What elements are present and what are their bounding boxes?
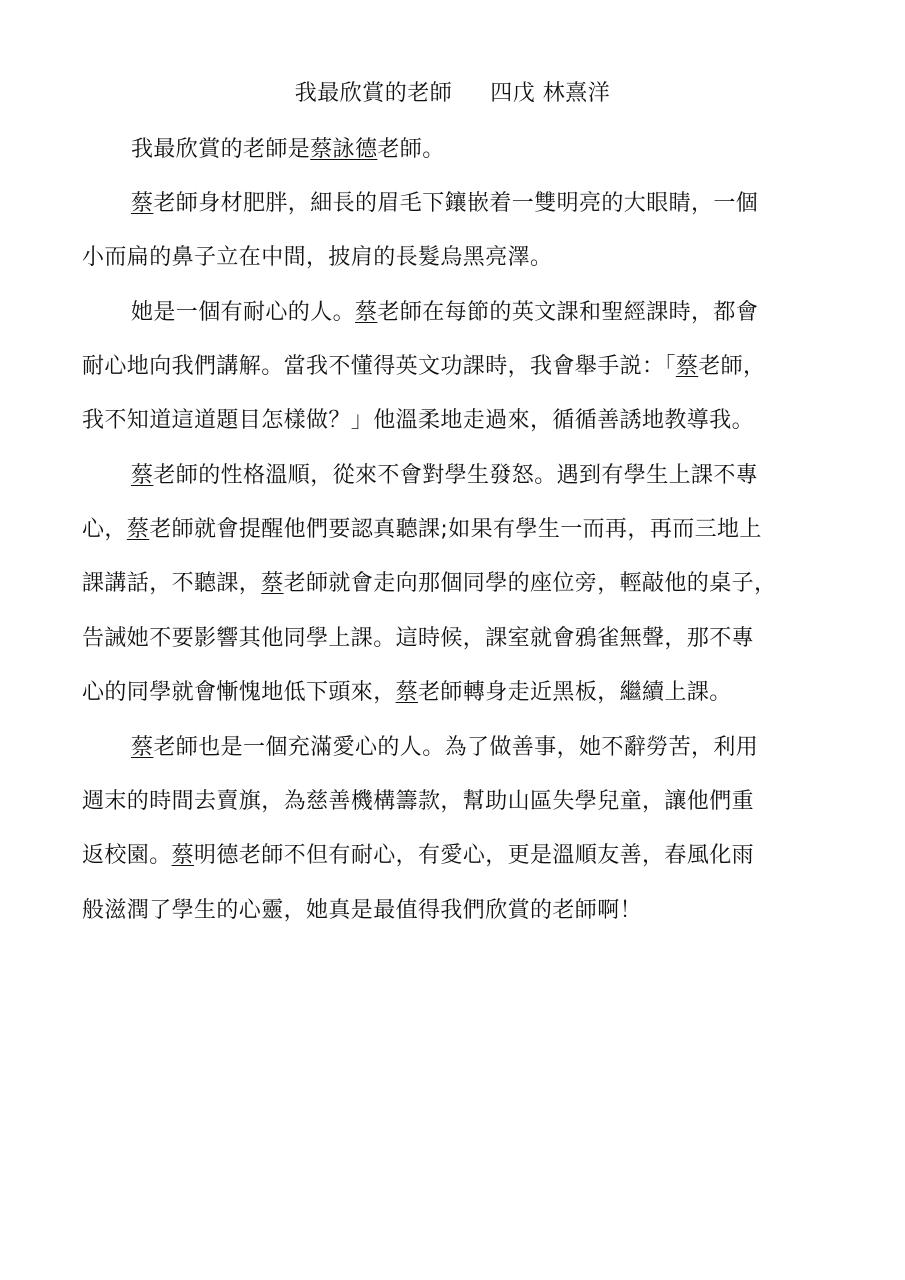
text-run: 心的同學就會慚愧地低下頭來， — [82, 680, 396, 705]
text-run: 返校園。 — [82, 843, 172, 868]
underlined-name: 蔡 — [395, 680, 419, 705]
text-run: 我最欣賞的老師是 — [131, 137, 311, 162]
text-run: 小而扁的鼻子立在中間，披肩的長髮烏黑亮澤。 — [82, 245, 553, 270]
title-text: 我最欣賞的老師 — [294, 81, 453, 106]
text-run: 週末的時間去賣旗，為慈善機構籌款，幫助山區失學兒童，讓他們重 — [82, 789, 755, 814]
paragraph-line — [82, 514, 762, 546]
paragraph-line — [82, 242, 552, 274]
underlined-name: 蔡詠德 — [310, 137, 378, 162]
underlined-name: 蔡 — [675, 354, 699, 379]
paragraph-line — [82, 677, 732, 709]
author-line: 四戊 林熹洋 — [490, 81, 611, 106]
essay-title — [0, 78, 905, 110]
text-run: 般滋潤了學生的心靈，她真是最值得我們欣賞的老師啊！ — [82, 898, 643, 923]
paragraph-line — [131, 188, 758, 220]
paragraph-line — [82, 623, 754, 655]
paragraph-line — [82, 895, 642, 927]
underlined-name: 蔡 — [131, 191, 154, 216]
text-run: 老師的性格溫順，從來不會對學生發怒。遇到有學生上課不專 — [153, 463, 759, 488]
text-run: 耐心地向我們講解。當我不懂得英文功課時，我會舉手説：「 — [82, 354, 676, 379]
paragraph-line — [82, 840, 754, 872]
paragraph-line — [82, 351, 765, 383]
text-run: 她是一個有耐心的人。 — [131, 300, 356, 325]
paragraph-line — [82, 786, 754, 818]
text-run: 老師。 — [377, 137, 445, 162]
paragraph-line — [131, 460, 758, 492]
underlined-name: 蔡 — [355, 300, 378, 325]
text-run: 告誡她不要影響其他同學上課。這時候，課室就會鴉雀無聲，那不專 — [82, 626, 755, 651]
underlined-name: 蔡 — [126, 517, 150, 542]
underlined-name: 蔡 — [131, 463, 154, 488]
text-run: 老師， — [698, 354, 766, 379]
text-run: 老師在每節的英文課和聖經課時，都會 — [377, 300, 759, 325]
paragraph-line — [82, 405, 754, 437]
text-run: 我不知道這道題目怎樣做？」他溫柔地走過來，循循善誘地教導我。 — [82, 408, 755, 433]
text-run: 心， — [82, 517, 127, 542]
text-run: 明德老師不但有耐心，有愛心，更是溫順友善，春風化雨 — [194, 843, 755, 868]
underlined-name: 蔡 — [131, 735, 154, 760]
paragraph-line — [131, 134, 445, 166]
underlined-name: 蔡 — [171, 843, 195, 868]
text-run: 課講話，不聽課， — [82, 571, 262, 596]
underlined-name: 蔡 — [261, 571, 284, 596]
text-run: 老師轉身走近黑板，繼續上課。 — [418, 680, 732, 705]
text-run: 老師就會提醒他們要認真聽課;如果有學生一而再，再而三地上 — [149, 517, 762, 542]
paragraph-line — [131, 732, 758, 764]
text-run: 老師身材肥胖，細長的眉毛下鑲嵌着一雙明亮的大眼睛，一個 — [153, 191, 759, 216]
text-run: 老師就會走向那個同學的座位旁，輕敲他的桌子， — [283, 571, 777, 596]
text-run: 老師也是一個充滿愛心的人。為了做善事，她不辭勞苦，利用 — [153, 735, 759, 760]
paragraph-line — [82, 568, 776, 600]
paragraph-line — [131, 297, 758, 329]
